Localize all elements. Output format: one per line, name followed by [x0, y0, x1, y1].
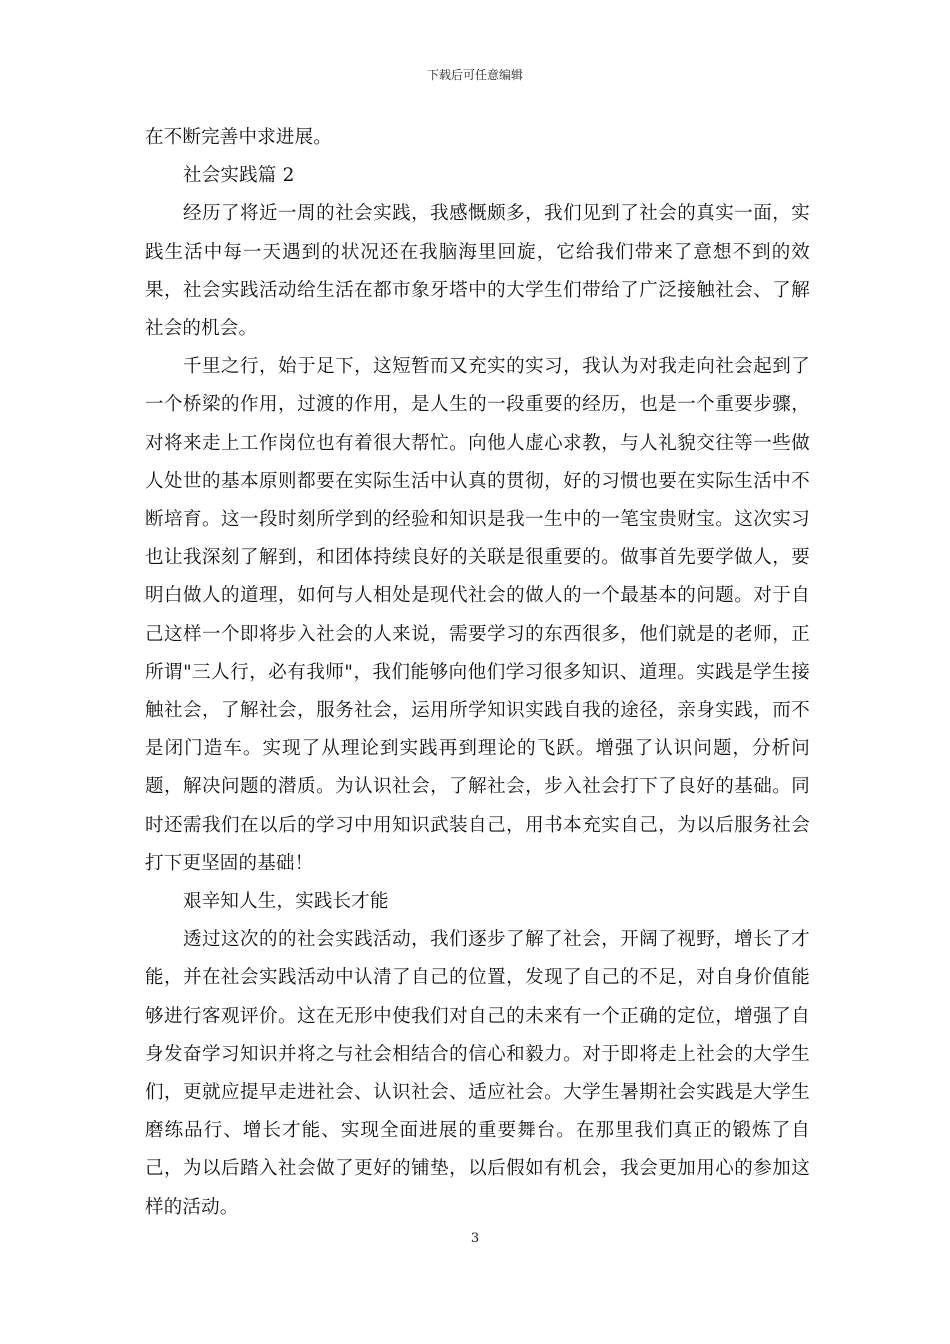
paragraph-continuation: 在不断完善中求进展。: [145, 127, 333, 148]
page-number: 3: [470, 1231, 480, 1246]
subheading: 艰辛知人生，实践长才能: [183, 891, 389, 913]
page-header: 下载后可任意编辑: [426, 68, 523, 82]
paragraph: 透过这次的的社会实践活动，我们逐步了解了社会，开阔了视野，增长了才能，并在社会实践活动中认清了自己的位置，发现了自己的不足，对自身价值能够进行客观评价。这在无形中使我们对自己的未来有一个正确的定位，增强了自身发奋学习知识并将之与社会相结合的信心和毅力。对于即将走上社会的大学生们，更就应提早走进社会、认识社会、适应社会。大学生暑期社会实践是大学生磨练品行、增长才能、实现全面进展的重要舞台。在那里我们真正的锻炼了自己，为以后踏入社会做了更好的铺垫，以后假如有机会，我会更加用心的参加这样的活动。: [145, 929, 810, 1218]
paragraph: 经历了将近一周的社会实践，我感慨颇多，我们见到了社会的真实一面，实践生活中每一天遇到的状况还在我脑海里回旋，它给我们带来了意想不到的效果，社会实践活动给生活在都市象牙塔中的大学生们带给了广泛接触社会、了解社会的机会。: [145, 203, 810, 340]
document-body: [145, 119, 810, 1227]
paragraph: 千里之行，始于足下，这短暂而又充实的实习，我认为对我走向社会起到了一个桥梁的作用，过渡的作用，是人生的一段重要的经历，也是一个重要步骤，对将来走上工作岗位也有着很大帮忙。向他人虚心求教，与人礼貌交往等一些做人处世的基本原则都要在实际生活中认真的贯彻，好的习惯也要在实际生活中不断培育。这一段时刻所学到的经验和知识是我一生中的一笔宝贵财宝。这次实习也让我深刻了解到，和团体持续良好的关联是很重要的。做事首先要学做人，要明白做人的道理，如何与人相处是现代社会的做人的一个最基本的问题。对于自己这样一个即将步入社会的人来说，需要学习的东西很多，他们就是的老师，正所谓"三人行，必有我师"，我们能够向他们学习很多知识、道理。实践是学生接触社会，了解社会，服务社会，运用所学知识实践自我的途径，亲身实践，而不是闭门造车。实现了从理论到实践再到理论的飞跃。增强了认识问题，分析问题，解决问题的潜质。为认识社会，了解社会，步入社会打下了良好的基础。同时还需我们在以后的学习中用知识武装自己，用书本充实自己，为以后服务社会打下更坚固的基础！: [145, 356, 810, 874]
section-heading: 社会实践篇 2: [183, 165, 295, 187]
